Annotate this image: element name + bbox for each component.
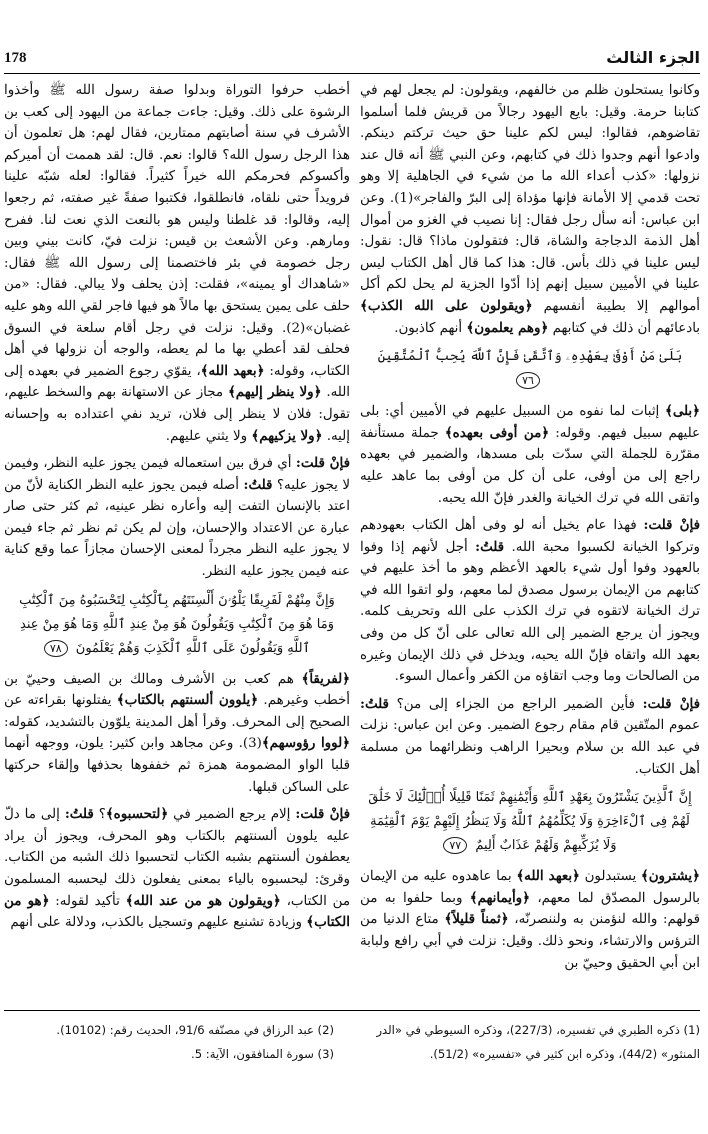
quran-phrase: ﴿ويقولون هو من عند الله﴾ (125, 892, 281, 909)
verse-number: ٧٧ (443, 837, 467, 854)
paragraph (4, 453, 350, 583)
text: وكانوا يستحلون ظلم من خالفهم، ويقولون: لم يجعل لهم في كتابنا حرمة. وقيل: بايع اليهود رجالاً من قريش فلما أسلموا تقاضوهم، فقالوا: ليس لكم علينا حق حيث تركتم دينكم. وادعوا أنهم وجدوا ذلك في كتابهم، وعن النبي ﷺ أنه قال عند نزولها: «كذب أعداء الله ما من شيء في الجاهلية إلا وهو تحت قدمي إلا الأمانة فإنها مؤداة إلى البرّ والفاجر»(1). وعن ابن عباس: أنه سأل رجل فقال: إنا نصيب في الغزو من أموال أهل الذمة الدجاجة والشاة، قال: فتقولون ماذا؟ قال: نقول: ليس علينا في ذلك بأس. قال: هذا كما قال أهل الكتاب ليس علينا في الأميين سبيل إنهم إذا أدّوا الجزية لم يحل لكم أكل أموالهم إلا بطيبة أنفسهم (360, 83, 700, 314)
quran-phrase: ﴿لفريقاً﴾ (301, 670, 350, 687)
text: بما عاهدوه عليه من الإيمان بالرسول المصدّق لما معهم، (360, 869, 700, 906)
quran-phrase: ﴿وأيمانهم﴾ (469, 889, 530, 906)
footnote-1: (1) ذكره الطبري في تفسيره، (227/3)، وذكره السيوطي في «الدر (376, 1023, 700, 1037)
footnote-group-left (4, 1018, 334, 1066)
verse-number: ٧٨ (44, 640, 68, 657)
footnote-3: (3) سورة المنافقون، الآية: 5. (191, 1047, 334, 1061)
header-rule (4, 73, 700, 74)
footnote-group-right (360, 1018, 700, 1066)
left-column (4, 80, 350, 937)
paragraph (360, 694, 700, 780)
text: فأين الضمير الراجع من الجزاء إلى من؟ (388, 696, 643, 712)
answer-label: قلتُ: (243, 476, 273, 493)
quran-phrase: ﴿ثمناً قليلاً﴾ (444, 911, 509, 928)
text: إثبات لما نفوه من السبيل عليهم في الأميين أي: بلى عليهم سبيل فيهم. وقوله: (360, 404, 700, 441)
answer-label: قلتُ: (360, 695, 389, 712)
quran-phrase: ﴿بلى﴾ (664, 403, 700, 420)
paragraph (360, 80, 700, 339)
page-number: 178 (4, 50, 27, 66)
footnotes (4, 1018, 700, 1088)
text: عموم المتّقين قام مقام رجوع الضمير. وعن ابن عباس: نزلت في عبد الله بن سلام وبحيرا الراهب ونظرائهما من مسلمة أهل الكتاب. (360, 718, 700, 777)
text: متاع الدنيا من الترؤس والارتشاء، ونحو ذلك. وقيل: نزلت في أبي رافع ولبابة ابن أبي الحقيق وحييّ بن (360, 912, 700, 971)
quran-phrase: ﴿ولا ينظر إليهم﴾ (227, 384, 322, 401)
paragraph (4, 80, 350, 447)
right-column (360, 80, 700, 977)
quran-phrase: ﴿لتحسبوه﴾ (105, 806, 169, 823)
text: مجاز عن الاستهانة بهم والسخط عليهم، تقول: فلان لا ينظر إلى فلان، تريد نفي اعتداده به وإحسانه إليه. (4, 385, 350, 444)
paragraph (360, 866, 700, 974)
text: أخطب حرفوا التوراة وبدلوا صفة رسول الله ﷺ وأخذوا الرشوة على ذلك. وقيل: جاءت جماعة من اليهود إلى كعب بن الأشرف في سنة أصابتهم ممتارين، فقال لهم: هل تعلمون أن هذا الرجل رسول الله؟ قالوا: نعم. قال: لقد هممت أن أميركم وأكسوكم فحرمكم الله خيراً كثيراً. فقالوا: لعله شبّه علينا فرويداً حتى نلقاه، فانطلقوا، فكتبوا صفةً غير صفته، ثم رجعوا إليه، وقالوا: قد غلطنا وليس هو بالنعت الذي نعت لنا. ففرح ومارهم. وعن الأشعث بن قيس: نزلت فيّ، كانت بيني وبين رجل خصومة في بئر فاختصمنا إلى رسول الله ﷺ فقال: «شاهداك أو يمينه»، فقلت: إذن يحلف ولا يبالي. فقال: «من حلف على يمين يستحق بها مالاً هو فيها فاجر لقي الله وهو عليه غضبان»(2). وقيل: نزلت في رجل أقام سلعة في السوق فحلف لقد أعطي بها ما لم يعطه، والوجه أن نزولها في أهل الكتاب، وقوله: (4, 83, 350, 379)
quran-verse (360, 784, 700, 860)
text: أصله فيمن يجوز عليه النظر الكناية لأنّ من اعتد بالإنسان التفت إليه وأعاره نظر عينيه، ثم كثر حتى صار عبارة عن الاعتداد والإحسان، وإن لم يكن ثم نظر ثم جاء فيمن لا يجوز عليه النظر مجرداً لمعنى الإحسان مجازاً عما وقع كناية عنه فيمن يجوز عليه النظر. (4, 477, 350, 580)
quran-phrase: ﴿يلوون ألسنتهم بالكتاب﴾ (116, 692, 259, 709)
text: يفتلونها بقراءته عن الصحيح إلى المحرف. وقرأ أهل المدينة يلوّون بالتشديد، كقوله: (4, 693, 350, 730)
question-label: فإنْ قلت: (642, 695, 701, 712)
paragraph (360, 515, 700, 688)
text: وبما حلفوا به من قولهم: والله لنؤمنن به ولننصرنّه، (360, 890, 700, 928)
text: تأكيد لقوله: (49, 893, 126, 909)
text: جملة مستأنفة مقرّرة للجملة التي سدّت بلى مسدها، والضمير في بعهده راجع إلى من أوفى، على أن كل من أوفى بما عاهد عليه واتقى الله في ترك الخيانة والغدر فإنّ الله يحبه. (360, 425, 700, 506)
text: إلى ما دلّ عليه يلوون ألسنتهم بالكتاب وهو المحرف، ويجوز أن يراد يعطفون ألسنتهم بشبه الكتاب لتحسبوا ذلك الشبه من الكتاب. وقرئ: ليحسبوه بالياء بمعنى يفعلون ذلك ليحسبه المسلمون من الكتاب، (4, 807, 351, 909)
quran-phrase: ﴿لووا رؤوسهم﴾ (261, 735, 350, 752)
text: (3). وعن مجاهد وابن كثير: يلون، ووجهه أنهما قلبا الواو المضمومة همزة ثم خففوها بحذفها وإلقاء حركتها على الساكن قبلها. (4, 736, 350, 795)
question-label: فإنْ قلت: (643, 517, 700, 534)
text: يستبدلون (579, 869, 641, 885)
footnote-1-cont: المنثور» (44/2)، وذكره ابن كثير في «تفسيره» (51/2). (429, 1047, 700, 1061)
text: فهذا عام يخيل أنه لو وفى أهل الكتاب بعهودهم وتركوا الخيانة لكسبوا محبة الله. (360, 518, 700, 555)
quran-phrase: ﴿ويقولون على الله الكذب﴾ (360, 297, 533, 314)
text: ولا يثني عليهم. (165, 428, 252, 444)
text: وزيادة تشنيع عليهم وتسجيل بالكذب، ودلالة على أنهم (10, 915, 307, 931)
quran-phrase: ﴿بعهد الله﴾ (200, 362, 265, 379)
quran-verse (360, 343, 700, 395)
quran-phrase: ﴿ولا يزكيهم﴾ (251, 427, 323, 444)
text: إلام يرجع الضمير في (168, 807, 296, 823)
footnote-rule (4, 1010, 700, 1011)
text: أجل لأنهم إذا وفوا بالعهود وفوا أول شيء بالعهد الأعظم وهو ما أخذ عليهم في كتابهم من الإيمان برسول مصدق لما معهم، ولو اتقوا الله في ترك الخيانة لاتقوه في ترك الكذب على الله وتحريف كلمه. ويجوز أن يرجع الضمير إلى الله تعالى على أنّ كل من وفى بعهد الله واتقاه فإنّ الله يحبه، ويدخل في ذلك الإيمان وغيره من الصالحات وما وجب اتقاؤه من الكفر وأعمال السوء. (360, 539, 700, 685)
quran-phrase: ﴿بعهد الله﴾ (516, 868, 580, 885)
verse-text: بَلَىٰ مَنْ أَوْفَىٰ بِعَهْدِهِۦ وَٱتَّقَىٰ فَإِنَّ ٱللَّهَ يُحِبُّ ٱلْمُتَّقِينَ (377, 349, 683, 365)
question-label: فإنْ قلت: (295, 455, 351, 472)
verse-number: ٧٦ (516, 372, 540, 389)
paragraph (4, 804, 350, 934)
answer-label: قلتُ: (475, 538, 505, 555)
quran-phrase: ﴿هو من الكتاب﴾ (4, 892, 350, 931)
verse-text: وَإِنَّ مِنْهُمْ لَفَرِيقًا يَلْوُۥنَ أَلْسِنَتَهُم بِٱلْكِتَٰبِ لِتَحْسَبُوهُ مِنَ ٱلْكِتَٰبِ وَمَا هُوَ مِنَ ٱلْكِتَٰبِ وَيَقُولُونَ هُوَ مِنْ عِندِ ٱللَّهِ وَمَا هُوَ مِنْ عِندِ ٱللَّهِ وَيَقُولُونَ عَلَى ٱللَّهِ ٱلْكَذِبَ وَهُمْ يَعْلَمُونَ (19, 592, 335, 656)
footnote-2: (2) عبد الرزاق في مصنّفه 91/6، الحديث رقم: (10102). (56, 1023, 334, 1037)
text: ؟ (93, 807, 106, 823)
quran-phrase: ﴿وهم يعلمون﴾ (466, 319, 549, 336)
text: ، يقوّي رجوع الضمير في بعهده إلى الله. (4, 363, 350, 401)
answer-label: قلتُ: (64, 806, 94, 823)
verse-text: إِنَّ ٱلَّذِينَ يَشْتَرُونَ بِعَهْدِ ٱللَّهِ وَأَيْمَٰنِهِمْ ثَمَنًا قَلِيلًا أُو۟لَٰٓئِكَ لَا خَلَٰقَ لَهُمْ فِى ٱلْءَاخِرَةِ وَلَا يُكَلِّمُهُمُ ٱللَّهُ وَلَا يَنظُرُ إِلَيْهِمْ يَوْمَ ٱلْقِيَٰمَةِ وَلَا يُزَكِّيهِمْ وَلَهُمْ عَذَابٌ أَلِيمٌ (368, 790, 692, 854)
quran-verse (4, 587, 350, 663)
text: أي فرق بين استعماله فيمن يجوز عليه النظر، وفيمن لا يجوز عليه؟ (4, 456, 350, 493)
text: أنهم كاذبون. (394, 320, 467, 336)
quran-phrase: ﴿يشترون﴾ (640, 868, 700, 885)
page-header (4, 44, 700, 70)
paragraph (4, 669, 350, 799)
quran-phrase: ﴿من أوفى بعهده﴾ (444, 424, 550, 441)
book-title: الجزء الثالث (606, 48, 700, 67)
question-label: فإنْ قلت: (295, 806, 350, 823)
text: بادعائهم أن ذلك في كتابهم (548, 320, 700, 336)
paragraph (360, 401, 700, 509)
text: هم كعب بن الأشرف ومالك بن الصيف وحييّ بن أخطب وغيرهم. (4, 671, 350, 709)
